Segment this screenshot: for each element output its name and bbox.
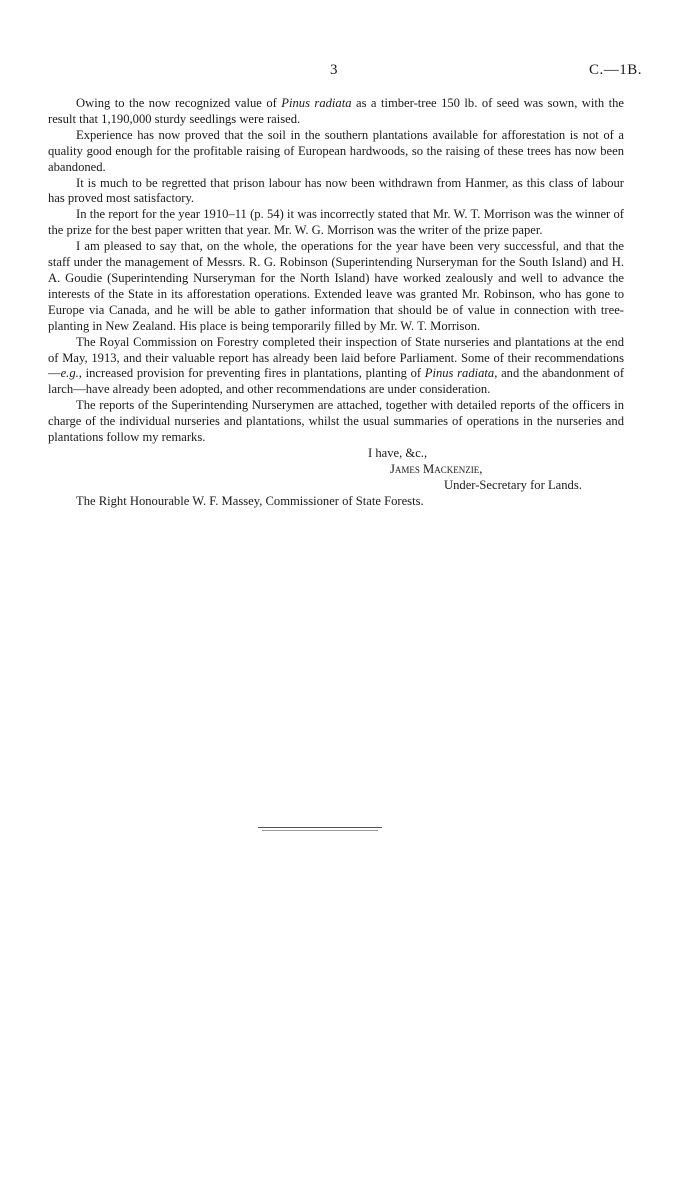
species-name: Pinus radiata <box>281 96 352 110</box>
section-divider <box>258 827 382 828</box>
page-number: 3 <box>330 62 338 78</box>
signatory-name: James Mackenzie, <box>390 461 483 476</box>
addressee: The Right Honourable W. F. Massey, Commissioner of State Forests. <box>76 493 424 508</box>
paragraph-hardwoods: Experience has now proved that the soil in the southern plantations available for afforestation is not of a quality good enough for the profitable raising of European hardwoods, so the raising of these trees has now been abandoned. <box>48 127 624 174</box>
paragraph-text: The Royal Commission on Forestry completed their inspection of State nurseries and plantations at the end of May, 1913, and their valuable report has already been laid before Parliament. Some of their recommendations— <box>48 334 624 381</box>
signatory-title: Under-Secretary for Lands. <box>444 477 582 492</box>
paragraph-royal-commission <box>48 335 624 399</box>
paragraph-reports-attached: The reports of the Superintending Nurserymen are attached, together with detailed reports of the officers in charge of the individual nurseries and plantations, whilst the usual summaries of operations in the nurseries and plantations follow my remarks. <box>48 398 624 445</box>
letter-body <box>48 96 624 510</box>
abbreviation: e.g. <box>60 366 79 381</box>
paragraph-text: , and the abandonment of larch—have already been adopted, and other recommendations are under consideration. <box>48 366 625 397</box>
document-reference: C.—1B. <box>588 62 642 78</box>
paragraph-text: as a timber-tree 150 lb. of seed was sown, with the result that 1,190,000 sturdy seedlings were raised. <box>48 96 625 126</box>
paragraph-text: Owing to the now recognized value of <box>76 96 282 110</box>
paragraph-prison-labour: It is much to be regretted that prison labour has now been withdrawn from Hanmer, as this class of labour has proved most satisfactory. <box>48 175 624 206</box>
paragraph-staff-operations: I am pleased to say that, on the whole, the operations for the year have been very successful, and that the staff under the management of Messrs. R. G. Robinson (Superintending Nurseryman for the South Island) and H. A. Goudie (Superintending Nurseryman for the North Island) have worked zealously and well to advance the interests of the State in its afforestation operations. Extended leave was granted Mr. Robinson, who has gone to Europe via Canada, and he will be able to gather information that should be of value in connection with tree-planting in New Zealand. His place is being temporarily filled by Mr. W. T. Morrison. <box>48 239 624 333</box>
section-divider <box>262 830 378 831</box>
paragraph-text: , increased provision for preventing fires in plantations, planting of <box>78 366 425 381</box>
paragraph-prize-correction: In the report for the year 1910–11 (p. 54) it was incorrectly stated that Mr. W. T. Morrison was the winner of the prize for the best paper written that year. Mr. W. G. Morrison was the writer of the prize paper. <box>48 207 624 238</box>
paragraph-pinus-seed <box>48 96 624 128</box>
species-name: Pinus radiata <box>424 366 495 381</box>
letter-closing <box>48 446 624 494</box>
closing-salutation: I have, &c., <box>368 445 428 460</box>
